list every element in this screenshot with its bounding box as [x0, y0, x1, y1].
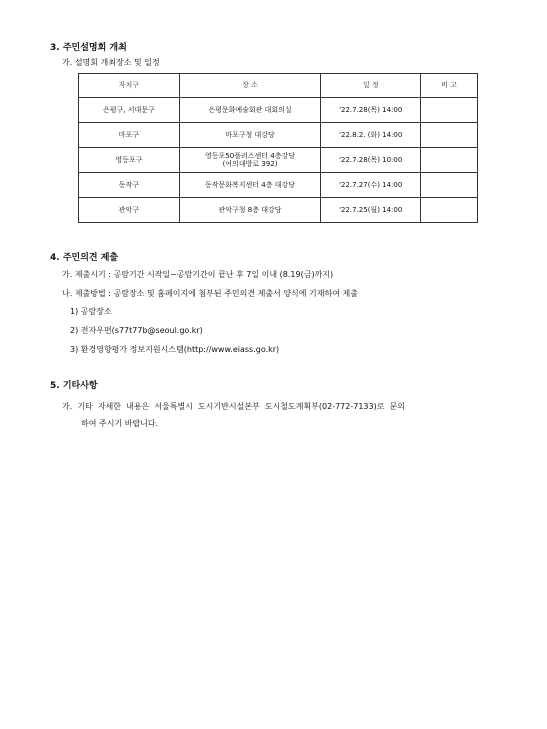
cell-note: [421, 173, 478, 198]
cell-district: 영등포구: [79, 148, 180, 173]
section-4-heading: 4. 주민의견 제출: [50, 253, 119, 263]
cell-schedule: '22.7.28(목) 14:00: [321, 98, 421, 123]
cell-place: 마포구청 대강당: [179, 123, 321, 148]
section-3-heading: 3. 주민설명회 개최: [50, 43, 127, 53]
header-schedule: 일 정: [321, 74, 421, 98]
table-row: [79, 148, 478, 173]
schedule-table: [78, 73, 478, 223]
section-4-item-na: 나. 제출방법 : 공람장소 및 홈페이지에 첨부된 주민의견 제출서 양식에 기재하여 제출: [62, 289, 358, 298]
section-4-item-ga: 가. 제출시기 : 공람기간 시작일~공람기간이 끝난 후 7일 이내 (8.19(금)까지): [62, 270, 334, 279]
table-row: [79, 123, 478, 148]
cell-note: [421, 148, 478, 173]
table-row: [79, 198, 478, 223]
section-4-sub3: 3) 환경영향평가 정보지원시스템(http://www.eiass.go.kr): [70, 345, 280, 354]
cell-place: 동작문화복지센터 4층 대강당: [179, 173, 321, 198]
cell-schedule: '22.8.2. (화) 14:00: [321, 123, 421, 148]
cell-schedule: '22.7.25(월) 14:00: [321, 198, 421, 223]
cell-place-sub: (여의대방로 392): [222, 160, 278, 168]
header-note: 비 고: [421, 74, 478, 98]
cell-district: 은평구, 서대문구: [79, 98, 180, 123]
cell-place: 관악구청 8층 대강당: [179, 198, 321, 223]
cell-note: [421, 198, 478, 223]
section-4-sub1: 1) 공람장소: [70, 307, 112, 316]
cell-place-main: 영등포50플러스센터 4층강당: [205, 151, 295, 160]
cell-district: 관악구: [79, 198, 180, 223]
cell-district: 마포구: [79, 123, 180, 148]
table-row: [79, 173, 478, 198]
section-5-heading: 5. 기타사항: [50, 381, 98, 391]
cell-note: [421, 123, 478, 148]
section-3-item-ga: 가. 설명회 개최장소 및 일정: [62, 58, 160, 67]
cell-schedule: '22.7.27(수) 14:00: [321, 173, 421, 198]
cell-schedule: '22.7.28(목) 10:00: [321, 148, 421, 173]
header-place: 장 소: [179, 74, 321, 98]
section-5-item-ga-line2: 하여 주시기 바랍니다.: [81, 419, 159, 428]
table-header-row: [79, 74, 478, 98]
section-5-item-ga-line1: 가. 기타 자세한 내용은 서울특별시 도시기반시설본부 도시철도계획부(02-772-7133)로 문의: [62, 402, 405, 411]
cell-place: [179, 148, 321, 173]
header-district: 자치구: [79, 74, 180, 98]
section-4-sub2: 2) 전자우편(s77t77b@seoul.go.kr): [70, 326, 203, 335]
cell-place: 은평문화예술회관 대회의실: [179, 98, 321, 123]
cell-note: [421, 98, 478, 123]
cell-district: 동작구: [79, 173, 180, 198]
table-row: [79, 98, 478, 123]
